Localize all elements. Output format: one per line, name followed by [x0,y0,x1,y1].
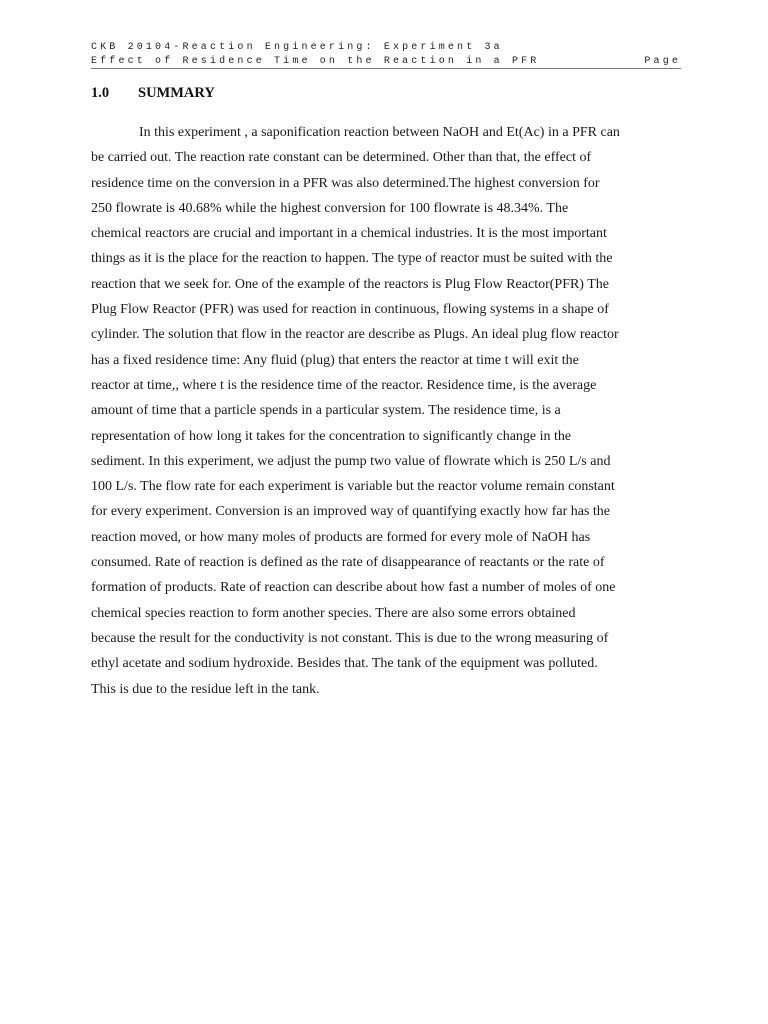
section-heading [91,85,215,102]
paragraph-line: 250 flowrate is 40.68% while the highest conversion for 100 flowrate is 48.34%. The [91,200,569,216]
paragraph-line: because the result for the conductivity is not constant. This is due to the wrong measuring of [91,630,609,646]
paragraph-line: reaction moved, or how many moles of products are formed for every mole of NaOH has [91,529,591,545]
paragraph-line: consumed. Rate of reaction is defined as the rate of disappearance of reactants or the rate of [91,555,605,571]
paragraph-line: be carried out. The reaction rate constant can be determined. Other than that, the effect of [91,150,592,166]
paragraph-line: residence time on the conversion in a PFR was also determined.The highest conversion for [91,175,600,191]
paragraph-line: 100 L/s. The flow rate for each experiment is variable but the reactor volume remain constant [91,479,615,495]
paragraph-line: In this experiment , a saponification reaction between NaOH and Et(Ac) in a PFR can [139,125,620,140]
paragraph-line: sediment. In this experiment, we adjust the pump two value of flowrate which is 250 L/s and [91,453,611,469]
paragraph-line: chemical species reaction to form another species. There are also some errors obtained [91,605,576,621]
header-page-label: Page [644,56,681,67]
page-header [91,41,681,69]
paragraph-line: representation of how long it takes for the concentration to significantly change in the [91,428,572,444]
paragraph-line: formation of products. Rate of reaction can describe about how fast a number of moles of one [91,580,616,596]
header-subtitle-row [91,55,681,69]
paragraph-line: amount of time that a particle spends in a particular system. The residence time, is a [91,403,561,419]
header-experiment-title: Effect of Residence Time on the Reaction in a PFR [91,56,540,67]
paragraph-line: cylinder. The solution that flow in the reactor are describe as Plugs. An ideal plug flow reactor [91,327,619,343]
summary-paragraph [91,120,679,702]
paragraph-line: chemical reactors are crucial and important in a chemical industries. It is the most important [91,226,607,242]
paragraph-line: This is due to the residue left in the tank. [91,681,320,697]
paragraph-line: has a fixed residence time: Any fluid (plug) that enters the reactor at time t will exit the [91,352,579,368]
header-divider [91,68,681,69]
paragraph-line: for every experiment. Conversion is an improved way of quantifying exactly how far has the [91,504,611,520]
paragraph-line: ethyl acetate and sodium hydroxide. Besides that. The tank of the equipment was polluted. [91,656,598,672]
section-title: SUMMARY [138,85,215,101]
paragraph-line: things as it is the place for the reaction to happen. The type of reactor must be suited with the [91,251,613,267]
section-number: 1.0 [91,85,110,101]
header-course-title: CKB 20104-Reaction Engineering: Experiment 3a [91,42,503,53]
paragraph-line: Plug Flow Reactor (PFR) was used for reaction in continuous, flowing systems in a shape of [91,302,609,318]
paragraph-line: reactor at time,, where t is the residence time of the reactor. Residence time, is the average [91,377,597,393]
paragraph-line: reaction that we seek for. One of the example of the reactors is Plug Flow Reactor(PFR) The [91,276,609,292]
